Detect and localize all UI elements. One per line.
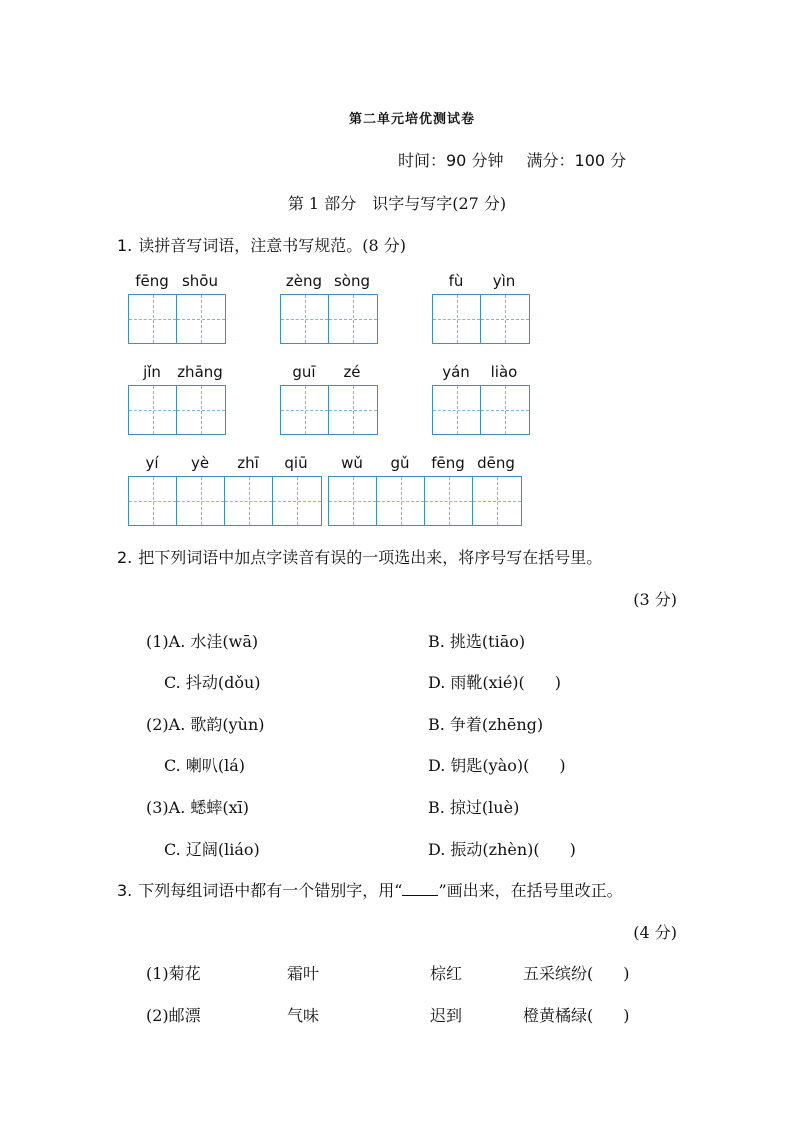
close-paren: ) <box>623 1006 630 1025</box>
pinyin-label: zhāng <box>177 363 223 381</box>
q3-1-word-4 <box>523 961 630 984</box>
writing-cell[interactable] <box>273 477 321 525</box>
option-text: D. 雨靴(xié)( <box>428 673 525 692</box>
q2-1-option-c: C. 抖动(dǒu) <box>164 673 261 692</box>
question-2 <box>117 545 602 568</box>
q3-1-word-2: 霜叶 <box>287 964 320 983</box>
tianzige-boxes <box>128 476 322 526</box>
pinyin-label: zé <box>343 363 361 381</box>
tianzige-boxes <box>280 385 378 435</box>
pinyin-label: yè <box>190 454 210 472</box>
writing-cell[interactable] <box>177 477 225 525</box>
pinyin-label: fēng <box>135 272 169 290</box>
pinyin-label: fù <box>448 272 464 290</box>
tianzige-boxes <box>432 385 530 435</box>
question-3-score: (4 分) <box>633 923 677 942</box>
pinyin-label: fēng <box>431 454 465 472</box>
pinyin-label: wǔ <box>341 454 363 472</box>
q2-3-option-d <box>428 837 576 860</box>
pinyin-label: gǔ <box>390 454 410 472</box>
q3-2-word-1: (2)邮漂 <box>146 1006 201 1025</box>
q2-2-option-b: B. 争着(zhēng) <box>428 715 544 734</box>
close-paren: ) <box>569 840 576 859</box>
question-1 <box>117 233 406 256</box>
q3-1-word-1: (1)菊花 <box>146 964 201 983</box>
q2-3-option-a: (3)A. 蟋蟀(xī) <box>146 798 250 817</box>
pinyin-label: zhī <box>237 454 259 472</box>
exam-full-score: 满分：100 分 <box>526 151 627 170</box>
writing-cell[interactable] <box>177 386 225 434</box>
q2-1-option-d <box>428 670 561 693</box>
q3-1-word-3: 棕红 <box>430 964 463 983</box>
writing-cell[interactable] <box>481 295 529 343</box>
writing-cell[interactable] <box>433 386 481 434</box>
q2-2-option-a: (2)A. 歌韵(yùn) <box>146 715 265 734</box>
writing-cell[interactable] <box>481 386 529 434</box>
exam-meta <box>398 148 644 171</box>
close-paren: ) <box>554 673 562 692</box>
q3-2-word-3: 迟到 <box>430 1006 463 1025</box>
writing-cell[interactable] <box>129 386 177 434</box>
question-2-score: (3 分) <box>633 590 677 609</box>
close-paren: ) <box>559 756 566 775</box>
writing-cell[interactable] <box>129 295 177 343</box>
question-number: 1. <box>117 236 133 255</box>
q2-3-option-c: C. 辽阔(liáo) <box>164 840 260 859</box>
close-paren: ) <box>623 964 630 983</box>
q2-3-option-b: B. 掠过(luè) <box>428 798 520 817</box>
writing-cell[interactable] <box>329 477 377 525</box>
pinyin-label: shōu <box>181 272 218 290</box>
writing-cell[interactable] <box>225 477 273 525</box>
writing-cell[interactable] <box>377 477 425 525</box>
question-text: 读拼音写词语，注意书写规范。(8 分) <box>138 236 407 255</box>
writing-cell[interactable] <box>329 295 377 343</box>
question-text-pre: 下列每组词语中都有一个错别字，用“ <box>138 881 403 900</box>
q2-2-option-c: C. 喇叭(lá) <box>164 756 245 775</box>
pinyin-label: yìn <box>492 272 516 290</box>
pinyin-label: dēng <box>477 454 515 472</box>
writing-cell[interactable] <box>473 477 521 525</box>
pinyin-label: guī <box>292 363 316 381</box>
question-number: 2. <box>117 548 133 567</box>
q2-1-option-b: B. 挑选(tiāo) <box>428 632 526 651</box>
writing-cell[interactable] <box>177 295 225 343</box>
q3-2-word-2: 气味 <box>287 1006 320 1025</box>
writing-cell[interactable] <box>425 477 473 525</box>
word-text: 橙黄橘绿( <box>523 1006 594 1025</box>
q3-2-word-4 <box>523 1003 630 1026</box>
question-number: 3. <box>117 881 133 900</box>
question-text: 把下列词语中加点字读音有误的一项选出来，将序号写在括号里。 <box>138 548 603 567</box>
page-title: 第二单元培优测试卷 <box>348 112 475 127</box>
writing-cell[interactable] <box>281 386 329 434</box>
writing-cell[interactable] <box>329 386 377 434</box>
pinyin-label: yí <box>145 454 159 472</box>
pinyin-label: sòng <box>333 272 371 290</box>
pinyin-label: liào <box>490 363 518 381</box>
writing-cell[interactable] <box>433 295 481 343</box>
tianzige-boxes <box>280 294 378 344</box>
pinyin-label: jǐn <box>143 363 161 381</box>
q2-1-option-a: (1)A. 水洼(wā) <box>146 632 259 651</box>
part-heading: 第 1 部分 识字与写字(27 分) <box>287 194 507 213</box>
exam-time: 时间：90 分钟 <box>398 151 504 170</box>
pinyin-label: zèng <box>285 272 323 290</box>
underline-blank <box>402 881 438 896</box>
pinyin-label: yán <box>442 363 470 381</box>
tianzige-boxes <box>128 294 226 344</box>
word-text: 五采缤纷( <box>523 964 594 983</box>
q2-2-option-d <box>428 753 566 776</box>
tianzige-boxes <box>328 476 522 526</box>
pinyin-label: qiū <box>284 454 308 472</box>
writing-cell[interactable] <box>281 295 329 343</box>
question-3 <box>117 878 623 901</box>
option-text: D. 振动(zhèn)( <box>428 840 540 859</box>
writing-cell[interactable] <box>129 477 177 525</box>
option-text: D. 钥匙(yào)( <box>428 756 530 775</box>
tianzige-boxes <box>128 385 226 435</box>
tianzige-boxes <box>432 294 530 344</box>
question-text-post: ”画出来，在括号里改正。 <box>438 881 623 900</box>
